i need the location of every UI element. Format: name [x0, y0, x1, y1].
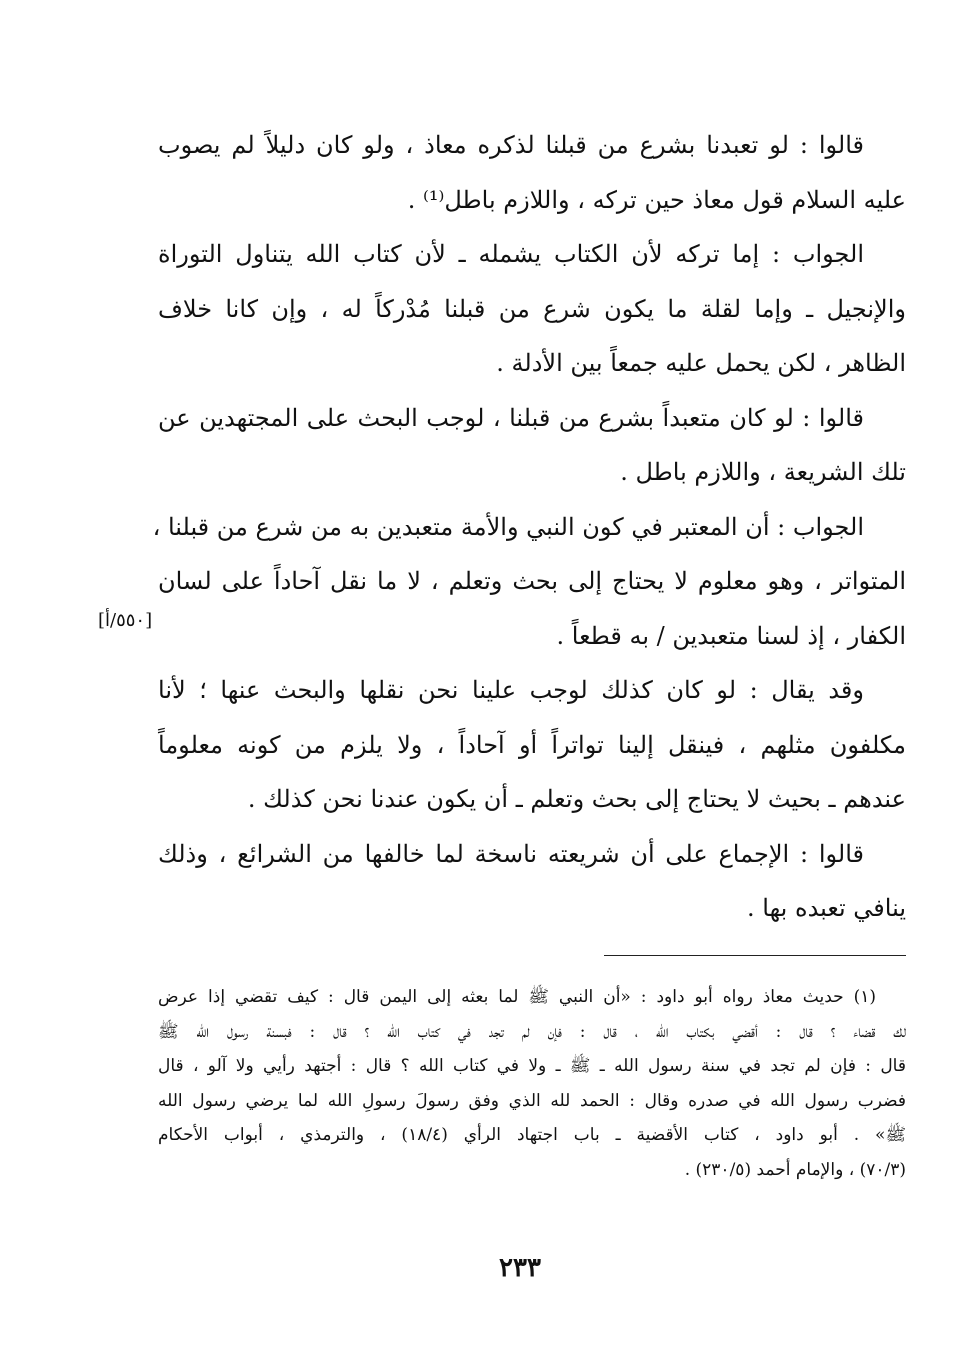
text-line: الجواب : إما تركه لأن الكتاب يشمله ـ لأن كتاب الله يتناول التوراة: [158, 240, 864, 268]
footnote-line: لك قضاء ؟ قال : أقضي بكتاب الله ، قال : فإن لم تجد في كتاب الله ؟ قال : فبسنة رسول الله ﷺ: [158, 1021, 906, 1042]
text-line: الظاهر ، لكن يحمل عليه جمعاً بين الأدلة .: [496, 349, 906, 377]
footnote-line: قال : فإن لم تجد في سنة رسول الله ـ ﷺ ـ ولا في كتاب الله ؟ قال : أجتهد رأيي ولا آلو ، قال: [158, 1056, 906, 1077]
manuscript-folio-reference: [٥٥٠/أ]: [98, 610, 153, 631]
text-line: وقد يقال : لو كان كذلك لوجب علينا نحن نقلها والبحث عنها ؛ لأنا: [158, 676, 864, 704]
text-line: قالوا : الإجماع على أن شريعته ناسخة لما خالفها من الشرائع ، وذلك: [158, 839, 864, 868]
text-line: قالوا : لو كان متعبداً بشرع من قبلنا ، لوجب البحث على المجتهدين عن: [158, 403, 865, 432]
footnote-line: (١) حديث معاذ رواه أبو داود : «أن النبي ﷺ لما بعثه إلى اليمن قال : كيف تقضي إذا عرض: [158, 987, 876, 1007]
footnote-line: فضرب رسول الله في صدره وقال : الحمد لله الذي وفق رسولَ رسولِ الله لما يرضي رسول الله: [158, 1090, 906, 1111]
footnotes: [158, 980, 906, 1188]
text-line: مكلفون مثلهم ، فينقل إلينا تواتراً أو آحاداً ، ولا يلزم من كونه معلوماً: [158, 730, 906, 759]
page-number: ٢٣٣: [499, 1253, 541, 1283]
text-line: والإنجيل ـ وإما لقلة ما يكون شرع من قبلنا مُدْركاً له ، وإن كانا خلاف: [158, 294, 906, 323]
footnote-divider: [604, 955, 906, 956]
text-line: قالوا : لو تعبدنا بشرع من قبلنا لذكره معاذ ، ولو كان دليلاً لم يصوب: [158, 131, 864, 159]
text-line: تلك الشريعة ، واللازم باطل .: [620, 458, 906, 486]
text-line: المتواتر ، وهو معلوم لا يحتاج إلى بحث وتعلم ، لا ما نقل آحاداً على لسان: [158, 567, 907, 595]
text-line: عليه السلام قول معاذ حين تركه ، واللازم باطل⁽¹⁾ .: [407, 185, 906, 214]
footnote-line: ﷺ» . أبو داود ، كتاب الأقضية ـ باب اجتهاد الرأي (١٨/٤) ، والترمذي ، أبواب الأحكام: [158, 1125, 906, 1146]
text-line: الجواب : أن المعتبر في كون النبي والأمة متعبدين به من شرع من قبلنا ،: [152, 512, 864, 541]
text-line: ينافي تعبده بها .: [747, 894, 906, 922]
footnote-line: (٧٠/٣) ، والإمام أحمد (٢٣٠/٥) .: [684, 1159, 906, 1180]
text-line: الكفار ، إذ لسنا متعبدين / به قطعاً .: [556, 621, 906, 650]
text-line: عندهم ـ بحيث لا يحتاج إلى بحث وتعلم ـ أن يكون عندنا نحن كذلك .: [247, 785, 906, 813]
main-text: [152, 118, 907, 936]
